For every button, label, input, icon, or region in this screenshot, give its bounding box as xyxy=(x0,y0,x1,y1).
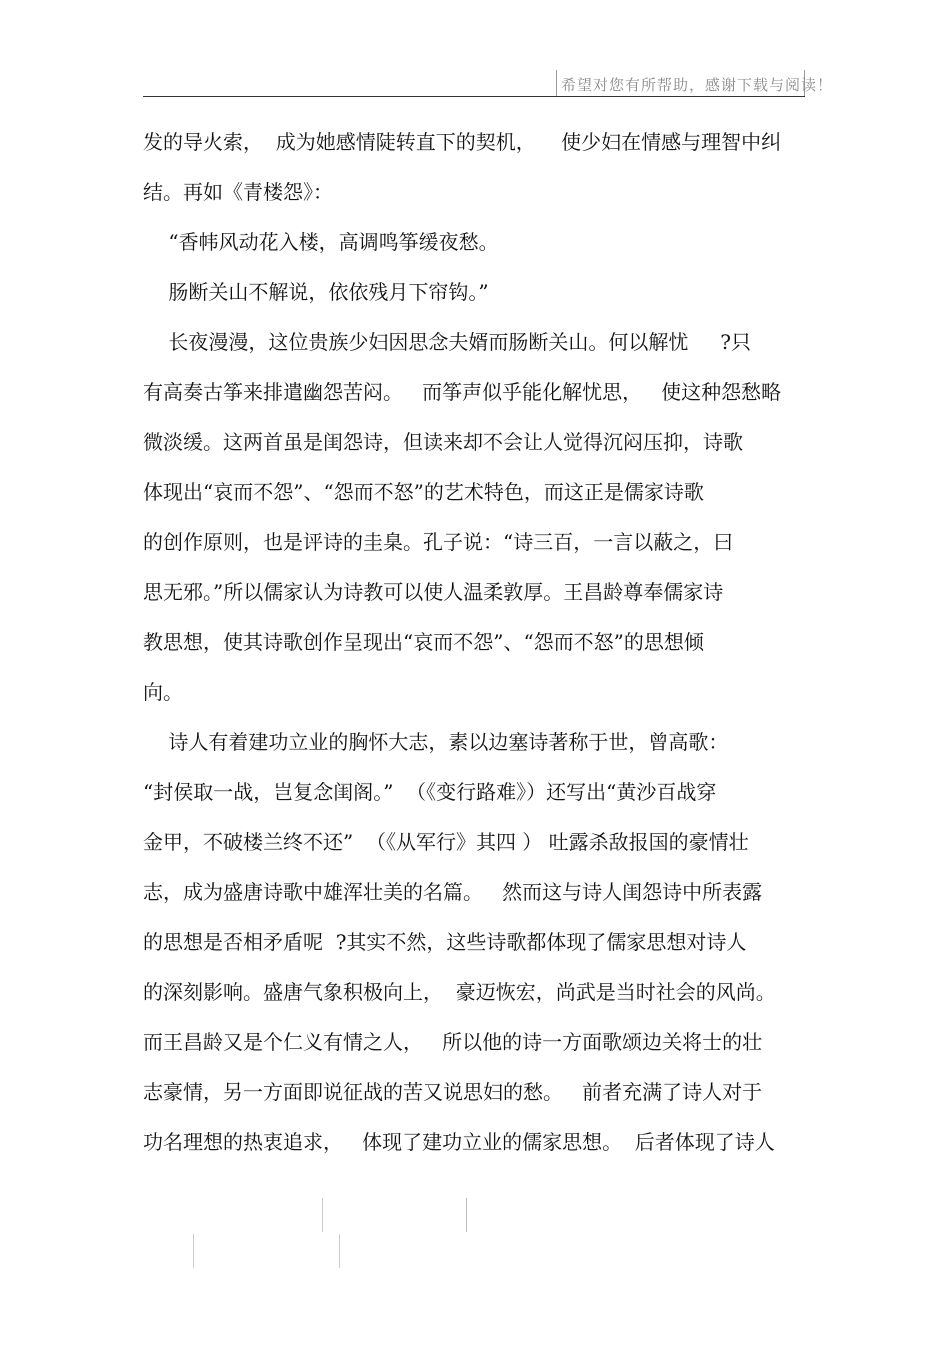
text-line: 的思想是否相矛盾呢 ?其实不然，这些诗歌都体现了儒家思想对诗人 xyxy=(143,930,747,954)
text-line: 肠断关山不解说，依依残月下帘钩。” xyxy=(143,280,489,304)
text-line: 微淡缓。这两首虽是闺怨诗，但读来却不会让人觉得沉闷压抑，诗歌 xyxy=(143,430,743,454)
text-line: 功名理想的热衷追求， 体现了建功立业的儒家思想。 后者体现了诗人 xyxy=(143,1130,775,1154)
text-line: 教思想，使其诗歌创作呈现出“哀而不怨”、“怨而不怒”的思想倾 xyxy=(143,630,704,654)
text-line: 志豪情，另一方面即说征战的苦又说思妇的愁。 前者充满了诗人对于 xyxy=(143,1080,763,1104)
text-line: 发的导火索， 成为她感情陡转直下的契机， 使少妇在情感与理智中纠 xyxy=(143,130,782,154)
scan-artifact-mark xyxy=(193,1234,194,1268)
scan-artifact-mark xyxy=(339,1234,340,1268)
text-line: 的创作原则，也是评诗的圭臬。孔子说：“诗三百，一言以蔽之，曰 xyxy=(143,530,734,554)
text-line: 金甲，不破楼兰终不还” （《从军行》其四 ） 吐露杀敌报国的豪情壮 xyxy=(143,830,749,854)
text-line: 有高奏古筝来排遣幽怨苦闷。 而筝声似乎能化解忧思， 使这种怨愁略 xyxy=(143,380,782,404)
text-line: “封侯取一战，岂复念闺阁。” （《变行路难》）还写出“黄沙百战穿 xyxy=(143,780,717,804)
text-line: 志，成为盛唐诗歌中雄浑壮美的名篇。 然而这与诗人闺怨诗中所表露 xyxy=(143,880,763,904)
scan-artifact-mark xyxy=(322,1198,323,1232)
text-line: 长夜漫漫，这位贵族少妇因思念夫婿而肠断关山。何以解忧 ?只 xyxy=(143,330,751,354)
text-line: 而王昌龄又是个仁义有情之人， 所以他的诗一方面歌颂边关将士的壮 xyxy=(143,1030,763,1054)
text-line: 向。 xyxy=(143,680,183,704)
text-line: 结。再如《青楼怨》： xyxy=(143,180,333,204)
header-banner: 希望对您有所帮助，感谢下载与阅读！ xyxy=(561,76,834,94)
text-line: 体现出“哀而不怨”、“怨而不怒”的艺术特色，而这正是儒家诗歌 xyxy=(143,480,704,504)
scan-artifact-mark xyxy=(466,1198,467,1232)
text-line: 的深刻影响。盛唐气象积极向上， 豪迈恢宏，尚武是当时社会的风尚。 xyxy=(143,980,776,1004)
text-line: “香帏风动花入楼，高调鸣筝缓夜愁。 xyxy=(143,230,499,254)
text-line: 诗人有着建功立业的胸怀大志，素以边塞诗著称于世，曾高歌： xyxy=(143,730,729,754)
text-line: 思无邪。”所以儒家认为诗教可以使人温柔敦厚。王昌龄尊奉儒家诗 xyxy=(143,580,724,604)
header-divider xyxy=(143,96,805,97)
